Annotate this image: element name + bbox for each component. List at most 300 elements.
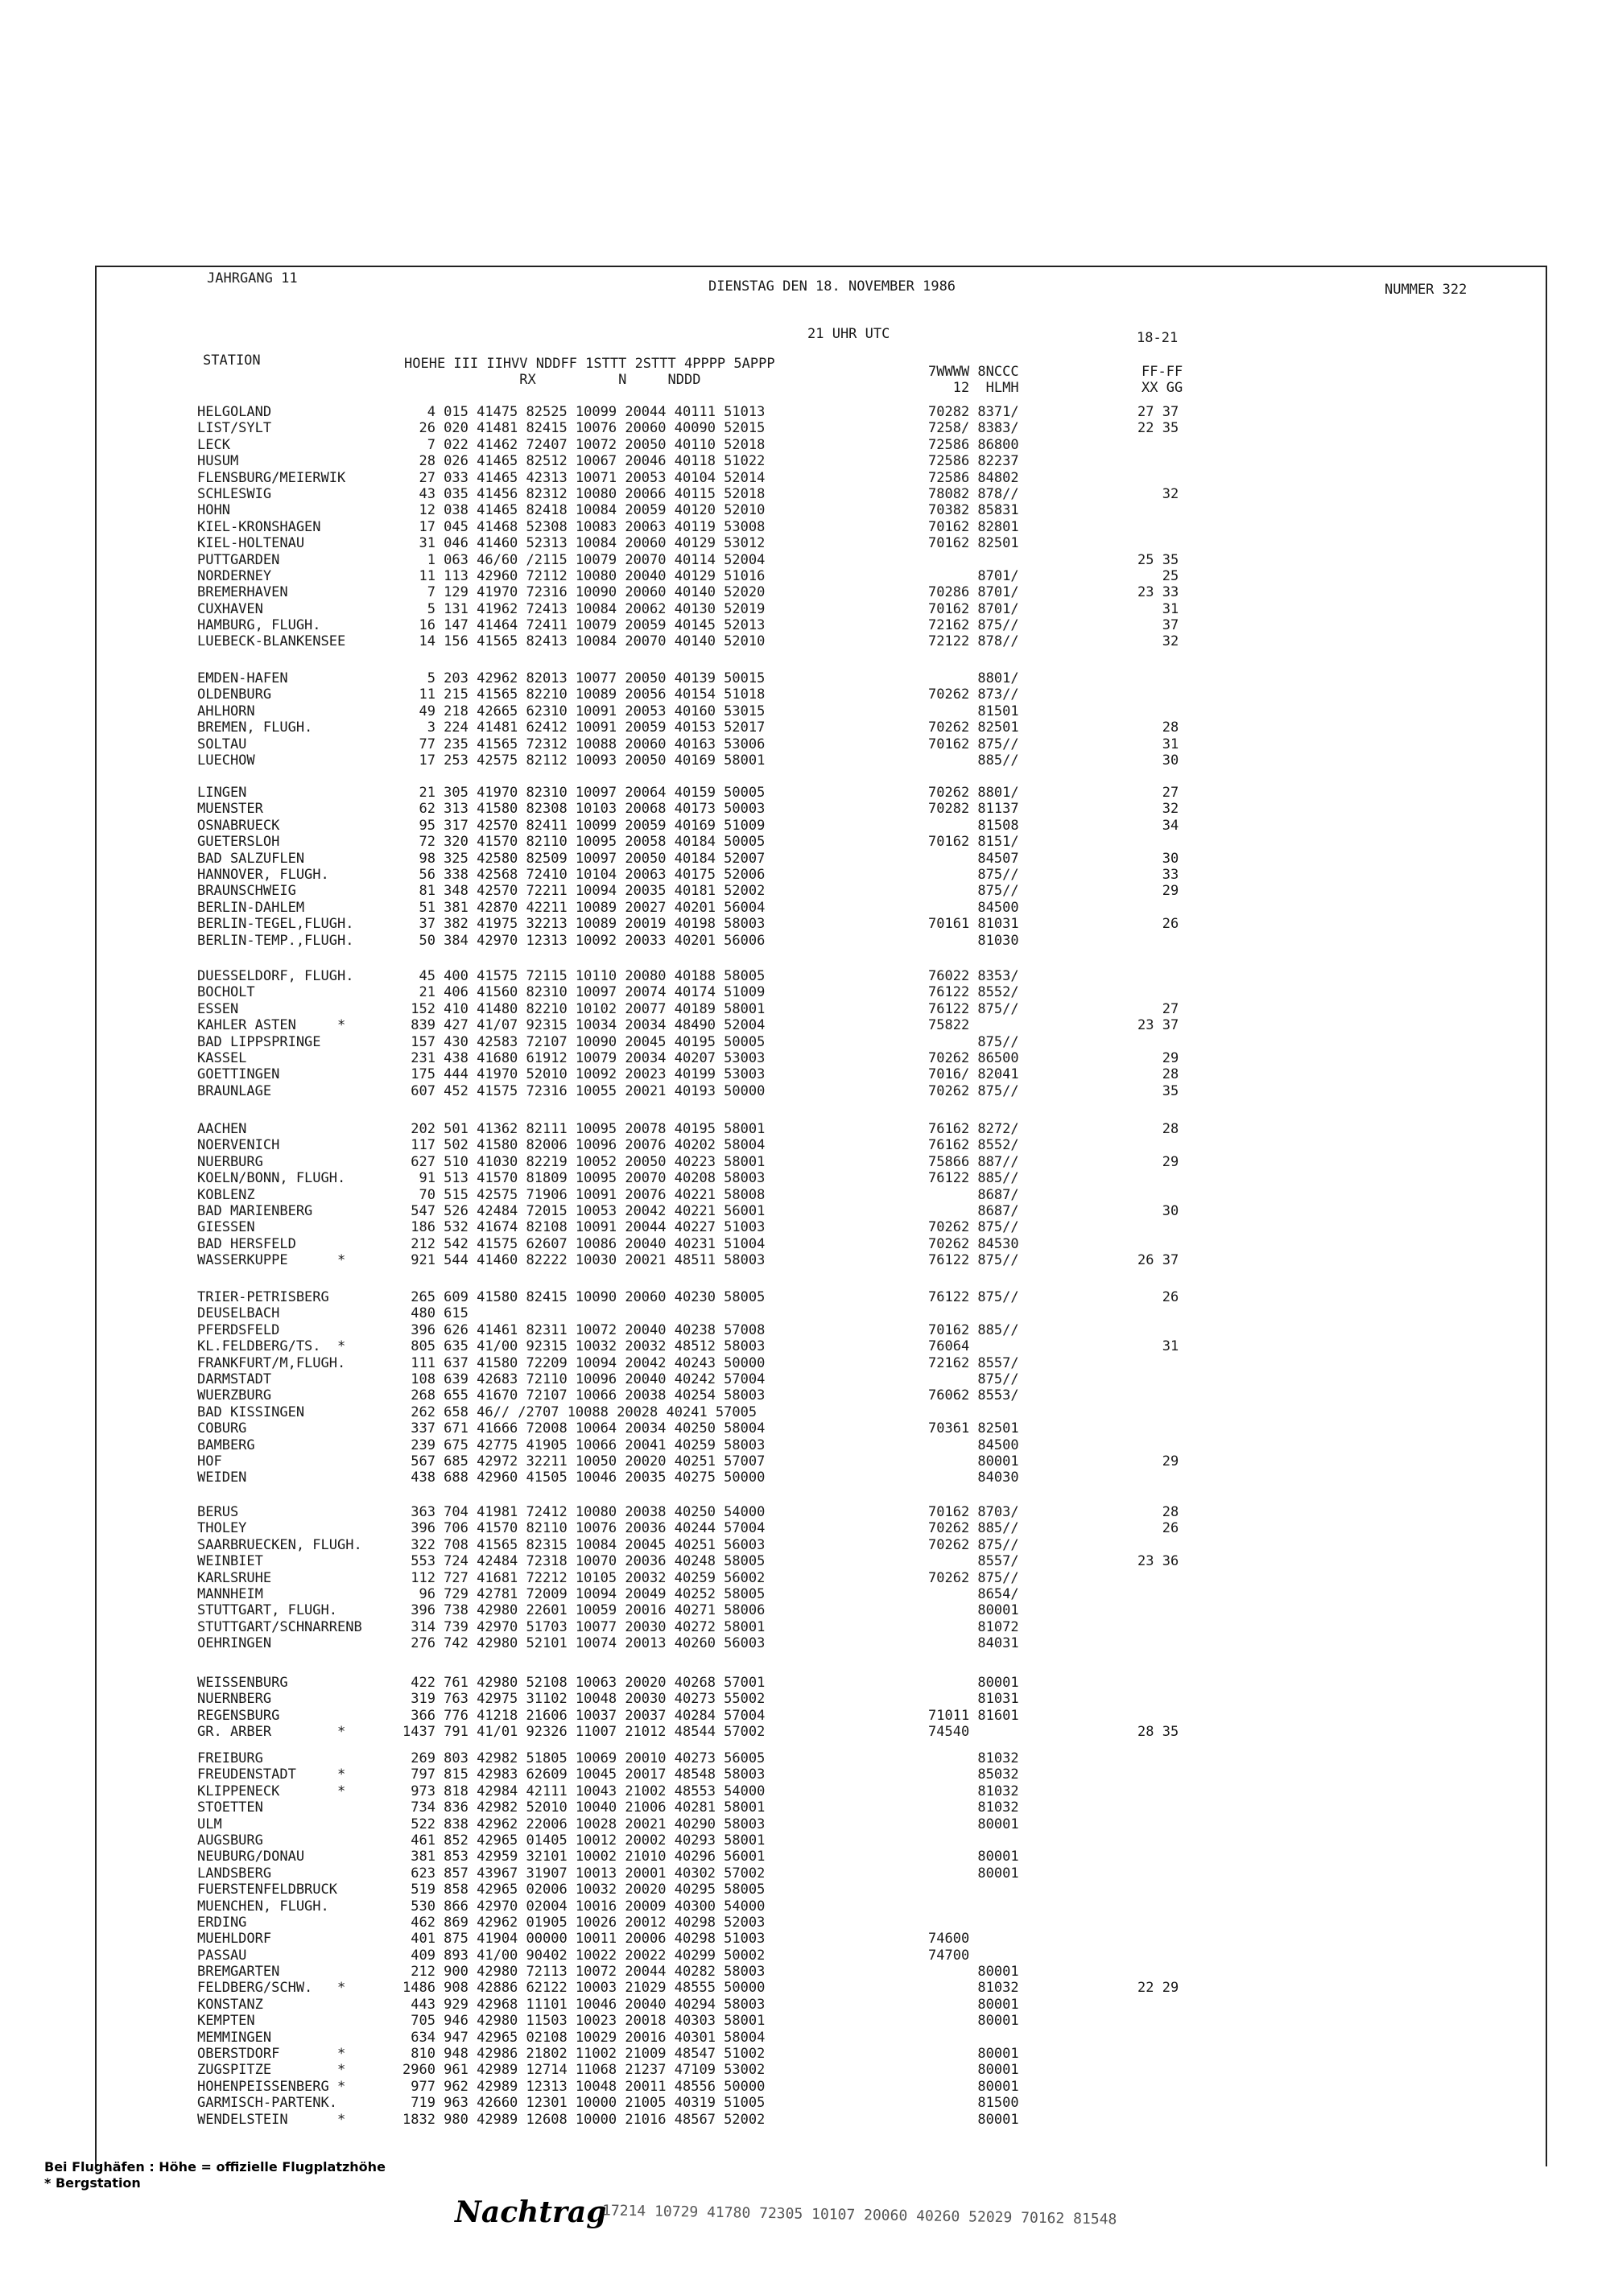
station-values: 27 033 41465 42313 10071 20053 40104 52014 — [402, 469, 766, 486]
gust-values: 29 — [1137, 1453, 1179, 1470]
station-values: 381 853 42959 32101 10002 21010 40296 56001 — [402, 1849, 766, 1865]
station-name: MUENCHEN, FLUGH. — [197, 1898, 329, 1915]
synop-values: 72586 82237 — [928, 453, 1019, 470]
station-name: KASSEL — [197, 1049, 247, 1066]
synop-values: 80001 — [928, 2013, 1019, 2030]
synop-values: 76122 875// — [928, 1252, 1019, 1269]
gust-values: 26 — [1137, 916, 1179, 933]
synop-values: 72586 84802 — [928, 469, 1019, 486]
station-name: STUTTGART, FLUGH. — [197, 1602, 337, 1619]
data-columns-header: HOEHE III IIHVV NDDFF 1STTT 2STTT 4PPPP 5APPP RX N NDDD — [404, 356, 775, 389]
gust-values: 32 — [1137, 801, 1179, 818]
station-values: 607 452 41575 72316 10055 20021 40193 50000 — [402, 1082, 766, 1099]
station-values: 409 893 41/00 90402 10022 20022 40299 50002 — [402, 1947, 766, 1964]
station-values: 443 929 42968 11101 10046 20040 40294 58003 — [402, 1996, 766, 2013]
gust-values: 27 37 — [1137, 404, 1179, 420]
synop-values: 81032 — [928, 1980, 1019, 1997]
station-name: NUERBURG — [197, 1153, 263, 1170]
synop-values: 76162 8272/ — [928, 1121, 1019, 1137]
station-name: FREIBURG — [197, 1750, 263, 1766]
station-values: 921 544 41460 82222 10030 20021 48511 58003 — [402, 1252, 766, 1269]
observation-time: 21 UHR UTC — [807, 326, 890, 342]
synop-values: 70162 885// — [928, 1321, 1019, 1338]
station-values: 627 510 41030 82219 10052 20050 40223 58001 — [402, 1153, 766, 1170]
gust-values: 28 35 — [1137, 1724, 1179, 1741]
synop-values: 875// — [928, 1033, 1019, 1050]
station-name: BAD SALZUFLEN — [197, 850, 305, 867]
synop-values: 70262 875// — [928, 1219, 1019, 1236]
synop-values: 74600 — [928, 1931, 970, 1948]
gust-values: 30 — [1137, 850, 1179, 867]
synop-values: 70262 885// — [928, 1520, 1019, 1537]
station-name: EMDEN-HAFEN — [197, 670, 288, 686]
station-values: 7 129 41970 72316 10090 20060 40140 52020 — [402, 584, 766, 601]
station-name: GR. ARBER * — [197, 1724, 346, 1741]
synop-values: 70262 82501 — [928, 719, 1019, 736]
station-values: 337 671 41666 72008 10064 20034 40250 58004 — [402, 1420, 766, 1437]
station-values: 28 026 41465 82512 10067 20046 40118 51022 — [402, 453, 766, 470]
report-date: DIENSTAG DEN 18. NOVEMBER 1986 — [708, 278, 956, 295]
station-name: WEINBIET — [197, 1553, 263, 1570]
station-values: 186 532 41674 82108 10091 20044 40227 51003 — [402, 1219, 766, 1236]
station-values: 62 313 41580 82308 10103 20068 40173 50003 — [402, 801, 766, 818]
station-values: 634 947 42965 02108 10029 20016 40301 58004 — [402, 2029, 766, 2046]
gust-values: 34 — [1137, 817, 1179, 834]
synop-values: 70162 8701/ — [928, 600, 1019, 617]
station-name: KONSTANZ — [197, 1996, 263, 2013]
station-values: 117 502 41580 82006 10096 20076 40202 58004 — [402, 1137, 766, 1154]
station-name: BERUS — [197, 1504, 239, 1520]
station-name: ZUGSPITZE * — [197, 2062, 346, 2079]
station-values: 56 338 42568 72410 10104 20063 40175 52006 — [402, 866, 766, 883]
synop-columns-header: 7WWWW 8NCCC 12 HLMH — [928, 364, 1019, 397]
synop-values: 70262 8801/ — [928, 785, 1019, 801]
gust-values: 30 — [1137, 752, 1179, 769]
station-name: NORDERNEY — [197, 567, 272, 584]
gust-values: 26 — [1137, 1289, 1179, 1305]
station-values: 21 305 41970 82310 10097 20064 40159 50005 — [402, 785, 766, 801]
station-name: KIEL-KRONSHAGEN — [197, 518, 321, 535]
synop-values: 75866 887// — [928, 1153, 1019, 1170]
station-values: 547 526 42484 72015 10053 20042 40221 56001 — [402, 1202, 766, 1219]
station-name: HANNOVER, FLUGH. — [197, 866, 329, 883]
station-name: LIST/SYLT — [197, 420, 272, 437]
synop-values: 70162 875// — [928, 736, 1019, 752]
gust-values: 26 — [1137, 1520, 1179, 1537]
station-values: 480 615 — [402, 1305, 469, 1322]
station-values: 719 963 42660 12301 10000 21005 40319 51005 — [402, 2095, 766, 2112]
station-name: ULM — [197, 1816, 222, 1832]
station-name: AHLHORN — [197, 703, 255, 719]
station-name: GARMISCH-PARTENK. — [197, 2095, 337, 2112]
station-values: 96 729 42781 72009 10094 20049 40252 58005 — [402, 1585, 766, 1602]
station-name: WASSERKUPPE * — [197, 1252, 346, 1269]
synop-values: 7258/ 8383/ — [928, 420, 1019, 437]
synop-values: 76122 875// — [928, 1289, 1019, 1305]
gust-values: 23 36 — [1137, 1553, 1179, 1570]
station-values: 519 858 42965 02006 10032 20020 40295 58005 — [402, 1882, 766, 1898]
synop-values: 80001 — [928, 2046, 1019, 2063]
synop-values: 71011 81601 — [928, 1707, 1019, 1724]
synop-values: 885// — [928, 752, 1019, 769]
station-values: 11 215 41565 82210 10089 20056 40154 51018 — [402, 686, 766, 703]
synop-values: 76022 8353/ — [928, 968, 1019, 984]
station-name: MUEHLDORF — [197, 1931, 272, 1948]
station-values: 17 045 41468 52308 10083 20063 40119 53008 — [402, 518, 766, 535]
station-values: 14 156 41565 82413 10084 20070 40140 52010 — [402, 633, 766, 650]
synop-values: 70282 81137 — [928, 801, 1019, 818]
synop-values: 81500 — [928, 2095, 1019, 2112]
synop-values: 76122 8552/ — [928, 984, 1019, 1001]
station-name: KARLSRUHE — [197, 1569, 272, 1586]
jahrgang-label: JAHRGANG 11 — [207, 270, 298, 286]
station-values: 810 948 42986 21802 11002 21009 48547 51002 — [402, 2046, 766, 2063]
synop-values: 81031 — [928, 1691, 1019, 1708]
station-values: 265 609 41580 82415 10090 20060 40230 58005 — [402, 1289, 766, 1305]
synop-values: 875// — [928, 866, 1019, 883]
station-values: 705 946 42980 11503 10023 20018 40303 58001 — [402, 2013, 766, 2030]
synop-values: 81032 — [928, 1750, 1019, 1766]
station-values: 50 384 42970 12313 10092 20033 40201 56006 — [402, 932, 766, 949]
station-values: 26 020 41481 82415 10076 20060 40090 52015 — [402, 420, 766, 437]
station-values: 212 542 41575 62607 10086 20040 40231 51004 — [402, 1235, 766, 1252]
synop-values: 8557/ — [928, 1553, 1019, 1570]
station-name: ESSEN — [197, 1000, 239, 1017]
station-values: 239 675 42775 41905 10066 20041 40259 58003 — [402, 1437, 766, 1453]
gust-values: 31 — [1137, 1338, 1179, 1355]
station-name: BAD HERSFELD — [197, 1235, 296, 1252]
station-name: WENDELSTEIN * — [197, 2111, 346, 2128]
synop-values: 80001 — [928, 2111, 1019, 2128]
station-values: 81 348 42570 72211 10094 20035 40181 52002 — [402, 883, 766, 900]
synop-values: 80001 — [928, 2078, 1019, 2095]
synop-values: 81032 — [928, 1799, 1019, 1816]
station-values: 438 688 42960 41505 10046 20035 40275 50000 — [402, 1470, 766, 1486]
nachtrag-handwritten-label: Nachtrag — [455, 2195, 607, 2229]
station-name: WEIDEN — [197, 1470, 247, 1486]
synop-values: 84030 — [928, 1470, 1019, 1486]
station-values: 16 147 41464 72411 10079 20059 40145 52013 — [402, 617, 766, 634]
station-name: BAMBERG — [197, 1437, 255, 1453]
station-name: AUGSBURG — [197, 1832, 263, 1849]
station-name: BREMEN, FLUGH. — [197, 719, 313, 736]
station-values: 319 763 42975 31102 10048 20030 40273 55002 — [402, 1691, 766, 1708]
station-name: COBURG — [197, 1420, 247, 1437]
station-name: NUERNBERG — [197, 1691, 272, 1708]
gust-values: 27 — [1137, 1000, 1179, 1017]
station-values: 977 962 42989 12313 10048 20011 48556 50000 — [402, 2078, 766, 2095]
synop-values: 75822 — [928, 1017, 970, 1034]
station-name: KOELN/BONN, FLUGH. — [197, 1170, 346, 1187]
station-values: 5 131 41962 72413 10084 20062 40130 52019 — [402, 600, 766, 617]
station-values: 21 406 41560 82310 10097 20074 40174 51009 — [402, 984, 766, 1001]
station-values: 363 704 41981 72412 10080 20038 40250 54000 — [402, 1504, 766, 1520]
synop-values: 70262 873// — [928, 686, 1019, 703]
synop-values: 76162 8552/ — [928, 1137, 1019, 1154]
gust-values: 25 35 — [1137, 551, 1179, 568]
station-values: 45 400 41575 72115 10110 20080 40188 58005 — [402, 968, 766, 984]
station-name: MEMMINGEN — [197, 2029, 272, 2046]
station-name: MUENSTER — [197, 801, 263, 818]
station-values: 231 438 41680 61912 10079 20034 40207 53003 — [402, 1049, 766, 1066]
station-name: LUEBECK-BLANKENSEE — [197, 633, 346, 650]
gust-columns-header: FF-FF XX GG — [1141, 364, 1183, 397]
period-label: 18-21 — [1137, 330, 1179, 346]
synop-values: 76062 8553/ — [928, 1387, 1019, 1404]
synop-values: 81508 — [928, 817, 1019, 834]
station-values: 553 724 42484 72318 10070 20036 40248 58005 — [402, 1553, 766, 1570]
station-values: 530 866 42970 02004 10016 20009 40300 54000 — [402, 1898, 766, 1915]
station-values: 77 235 41565 72312 10088 20060 40163 53006 — [402, 736, 766, 752]
gust-values: 23 33 — [1137, 584, 1179, 601]
synop-values: 80001 — [928, 1996, 1019, 2013]
station-name: GUETERSLOH — [197, 834, 280, 851]
gust-values: 30 — [1137, 1202, 1179, 1219]
synop-values: 70162 8703/ — [928, 1504, 1019, 1520]
synop-values: 76122 875// — [928, 1000, 1019, 1017]
station-name: STUTTGART/SCHNARRENB — [197, 1618, 362, 1635]
station-name: OEHRINGEN — [197, 1635, 272, 1652]
station-name: STOETTEN — [197, 1799, 263, 1816]
station-values: 366 776 41218 21606 10037 20037 40284 57004 — [402, 1707, 766, 1724]
station-name: BRAUNSCHWEIG — [197, 883, 296, 900]
issue-number: NUMMER 322 — [1385, 282, 1468, 298]
synop-values: 72162 875// — [928, 617, 1019, 634]
synop-values: 70262 875// — [928, 1569, 1019, 1586]
station-name: FRANKFURT/M,FLUGH. — [197, 1354, 346, 1371]
station-name: LANDSBERG — [197, 1865, 272, 1882]
synop-values: 80001 — [928, 1816, 1019, 1832]
station-name: NOERVENICH — [197, 1137, 280, 1154]
station-name: PUTTGARDEN — [197, 551, 280, 568]
station-values: 108 639 42683 72110 10096 20040 40242 57004 — [402, 1371, 766, 1387]
station-name: BERLIN-TEGEL,FLUGH. — [197, 916, 354, 933]
station-values: 111 637 41580 72209 10094 20042 40243 50000 — [402, 1354, 766, 1371]
synop-values: 81501 — [928, 703, 1019, 719]
station-name: SAARBRUECKEN, FLUGH. — [197, 1536, 362, 1553]
gust-values: 31 — [1137, 600, 1179, 617]
gust-values: 35 — [1137, 1082, 1179, 1099]
footnote-mountain-station: * Bergstation — [44, 2175, 141, 2191]
synop-values: 70262 86500 — [928, 1049, 1019, 1066]
gust-values: 25 — [1137, 567, 1179, 584]
station-values: 1437 791 41/01 92326 11007 21012 48544 57002 — [402, 1724, 766, 1741]
nachtrag-values: 17214 10729 41780 72305 10107 20060 40260 52029 70162 81548 — [601, 2202, 1117, 2228]
station-values: 72 320 41570 82110 10095 20058 40184 50005 — [402, 834, 766, 851]
station-name: KLIPPENECK * — [197, 1783, 346, 1799]
station-values: 839 427 41/07 92315 10034 20034 48490 52004 — [402, 1017, 766, 1034]
station-name: BAD KISSINGEN — [197, 1404, 305, 1420]
synop-values: 70382 85831 — [928, 502, 1019, 519]
gust-values: 22 35 — [1137, 420, 1179, 437]
synop-values: 81072 — [928, 1618, 1019, 1635]
synop-values: 72162 8557/ — [928, 1354, 1019, 1371]
station-name: KEMPTEN — [197, 2013, 255, 2030]
station-values: 12 038 41465 82418 10084 20059 40120 52010 — [402, 502, 766, 519]
station-name: LINGEN — [197, 785, 247, 801]
station-values: 797 815 42983 62609 10045 20017 48548 58003 — [402, 1766, 766, 1783]
synop-values: 80001 — [928, 1675, 1019, 1691]
station-values: 314 739 42970 51703 10077 20030 40272 58001 — [402, 1618, 766, 1635]
station-values: 268 655 41670 72107 10066 20038 40254 58003 — [402, 1387, 766, 1404]
station-name: LECK — [197, 436, 230, 453]
synop-values: 72586 86800 — [928, 436, 1019, 453]
station-name: WUERZBURG — [197, 1387, 272, 1404]
station-name: FUERSTENFELDBRUCK — [197, 1882, 337, 1898]
synop-values: 76064 — [928, 1338, 970, 1355]
station-values: 212 900 42980 72113 10072 20044 40282 58003 — [402, 1964, 766, 1981]
station-values: 49 218 42665 62310 10091 20053 40160 53015 — [402, 703, 766, 719]
footnote-airport-height: Bei Flughäfen : Höhe = offizielle Flugplatzhöhe — [44, 2159, 386, 2174]
gust-values: 22 29 — [1137, 1980, 1179, 1997]
synop-values: 70161 81031 — [928, 916, 1019, 933]
station-values: 91 513 41570 81809 10095 20070 40208 58003 — [402, 1170, 766, 1187]
station-column-header: STATION — [203, 352, 261, 369]
station-name: DARMSTADT — [197, 1371, 272, 1387]
gust-values: 28 — [1137, 1121, 1179, 1137]
station-values: 112 727 41681 72212 10105 20032 40259 56002 — [402, 1569, 766, 1586]
station-name: OSNABRUECK — [197, 817, 280, 834]
synop-values: 70286 8701/ — [928, 584, 1019, 601]
station-name: BAD LIPPSPRINGE — [197, 1033, 321, 1050]
station-name: NEUBURG/DONAU — [197, 1849, 305, 1865]
station-values: 98 325 42580 82509 10097 20050 40184 52007 — [402, 850, 766, 867]
station-name: FREUDENSTADT * — [197, 1766, 346, 1783]
station-name: HUSUM — [197, 453, 239, 470]
station-values: 5 203 42962 82013 10077 20050 40139 50015 — [402, 670, 766, 686]
station-values: 2960 961 42989 12714 11068 21237 47109 53002 — [402, 2062, 766, 2079]
synop-values: 8687/ — [928, 1186, 1019, 1203]
synop-values: 875// — [928, 883, 1019, 900]
synop-values: 84500 — [928, 1437, 1019, 1453]
synop-values: 80001 — [928, 1602, 1019, 1619]
station-name: KOBLENZ — [197, 1186, 255, 1203]
synop-values: 80001 — [928, 1964, 1019, 1981]
synop-values: 85032 — [928, 1766, 1019, 1783]
station-values: 322 708 41565 82315 10084 20045 40251 56003 — [402, 1536, 766, 1553]
station-values: 461 852 42965 01405 10012 20002 40293 58001 — [402, 1832, 766, 1849]
gust-values: 29 — [1137, 883, 1179, 900]
station-name: KAHLER ASTEN * — [197, 1017, 346, 1034]
station-values: 269 803 42982 51805 10069 20010 40273 56005 — [402, 1750, 766, 1766]
station-values: 422 761 42980 52108 10063 20020 40268 57001 — [402, 1675, 766, 1691]
station-name: BRAUNLAGE — [197, 1082, 272, 1099]
station-values: 973 818 42984 42111 10043 21002 48553 54000 — [402, 1783, 766, 1799]
station-values: 31 046 41460 52313 10084 20060 40129 53012 — [402, 535, 766, 552]
station-name: HOHENPEISSENBERG * — [197, 2078, 346, 2095]
station-name: BREMGARTEN — [197, 1964, 280, 1981]
station-values: 7 022 41462 72407 10072 20050 40110 52018 — [402, 436, 766, 453]
synop-values: 74540 — [928, 1724, 970, 1741]
synop-values: 78082 878// — [928, 485, 1019, 502]
station-values: 157 430 42583 72107 10090 20045 40195 50005 — [402, 1033, 766, 1050]
gust-values: 28 — [1137, 719, 1179, 736]
synop-values: 875// — [928, 1371, 1019, 1387]
synop-values: 80001 — [928, 1849, 1019, 1865]
station-values: 152 410 41480 82210 10102 20077 40189 58001 — [402, 1000, 766, 1017]
gust-values: 23 37 — [1137, 1017, 1179, 1034]
station-name: KIEL-HOLTENAU — [197, 535, 305, 552]
station-values: 276 742 42980 52101 10074 20013 40260 56003 — [402, 1635, 766, 1652]
station-values: 1486 908 42886 62122 10003 21029 48555 50000 — [402, 1980, 766, 1997]
station-values: 51 381 42870 42211 10089 20027 40201 56004 — [402, 899, 766, 916]
gust-values: 26 37 — [1137, 1252, 1179, 1269]
station-values: 1832 980 42989 12608 10000 21016 48567 52002 — [402, 2111, 766, 2128]
station-values: 567 685 42972 32211 10050 20020 40251 57007 — [402, 1453, 766, 1470]
station-values: 623 857 43967 31907 10013 20001 40302 57002 — [402, 1865, 766, 1882]
station-name: DEUSELBACH — [197, 1305, 280, 1322]
synop-values: 8654/ — [928, 1585, 1019, 1602]
station-values: 396 738 42980 22601 10059 20016 40271 58006 — [402, 1602, 766, 1619]
station-name: WEISSENBURG — [197, 1675, 288, 1691]
synop-values: 74700 — [928, 1947, 970, 1964]
station-name: OLDENBURG — [197, 686, 272, 703]
station-name: TRIER-PETRISBERG — [197, 1289, 329, 1305]
station-values: 4 015 41475 82525 10099 20044 40111 51013 — [402, 404, 766, 420]
synop-values: 7016/ 82041 — [928, 1066, 1019, 1083]
station-name: FELDBERG/SCHW. * — [197, 1980, 346, 1997]
station-name: HELGOLAND — [197, 404, 272, 420]
station-name: GOETTINGEN — [197, 1066, 280, 1083]
gust-values: 29 — [1137, 1049, 1179, 1066]
station-name: DUESSELDORF, FLUGH. — [197, 968, 354, 984]
synop-values: 8801/ — [928, 670, 1019, 686]
station-name: BREMERHAVEN — [197, 584, 288, 601]
gust-values: 28 — [1137, 1504, 1179, 1520]
station-values: 734 836 42982 52010 10040 21006 40281 58001 — [402, 1799, 766, 1816]
gust-values: 32 — [1137, 633, 1179, 650]
station-name: LUECHOW — [197, 752, 255, 769]
station-name: OBERSTDORF * — [197, 2046, 346, 2063]
synop-values: 80001 — [928, 1865, 1019, 1882]
gust-values: 37 — [1137, 617, 1179, 634]
synop-values: 70361 82501 — [928, 1420, 1019, 1437]
station-name: HOF — [197, 1453, 222, 1470]
station-name: BERLIN-DAHLEM — [197, 899, 305, 916]
synop-values: 70262 875// — [928, 1536, 1019, 1553]
station-values: 1 063 46/60 /2115 10079 20070 40114 52004 — [402, 551, 766, 568]
station-values: 11 113 42960 72112 10080 20040 40129 51016 — [402, 567, 766, 584]
synop-values: 76122 885// — [928, 1170, 1019, 1187]
synop-values: 70262 84530 — [928, 1235, 1019, 1252]
synop-values: 80001 — [928, 2062, 1019, 2079]
synop-values: 84500 — [928, 899, 1019, 916]
station-values: 396 626 41461 82311 10072 20040 40238 57008 — [402, 1321, 766, 1338]
station-values: 175 444 41970 52010 10092 20023 40199 53003 — [402, 1066, 766, 1083]
gust-values: 32 — [1137, 485, 1179, 502]
station-name: BAD MARIENBERG — [197, 1202, 313, 1219]
synop-values: 80001 — [928, 1453, 1019, 1470]
station-values: 396 706 41570 82110 10076 20036 40244 57004 — [402, 1520, 766, 1537]
station-values: 401 875 41904 00000 10011 20006 40298 51003 — [402, 1931, 766, 1948]
station-name: ERDING — [197, 1914, 247, 1931]
station-name: SCHLESWIG — [197, 485, 272, 502]
station-name: KL.FELDBERG/TS. * — [197, 1338, 346, 1355]
station-name: SOLTAU — [197, 736, 247, 752]
synop-values: 84031 — [928, 1635, 1019, 1652]
synop-values: 8687/ — [928, 1202, 1019, 1219]
synop-values: 81030 — [928, 932, 1019, 949]
station-values: 17 253 42575 82112 10093 20050 40169 58001 — [402, 752, 766, 769]
synop-values: 81032 — [928, 1783, 1019, 1799]
gust-values: 31 — [1137, 736, 1179, 752]
station-name: PFERDSFELD — [197, 1321, 280, 1338]
synop-values: 70162 8151/ — [928, 834, 1019, 851]
station-name: THOLEY — [197, 1520, 247, 1537]
station-values: 805 635 41/00 92315 10032 20032 48512 58003 — [402, 1338, 766, 1355]
station-name: PASSAU — [197, 1947, 247, 1964]
synop-values: 8701/ — [928, 567, 1019, 584]
